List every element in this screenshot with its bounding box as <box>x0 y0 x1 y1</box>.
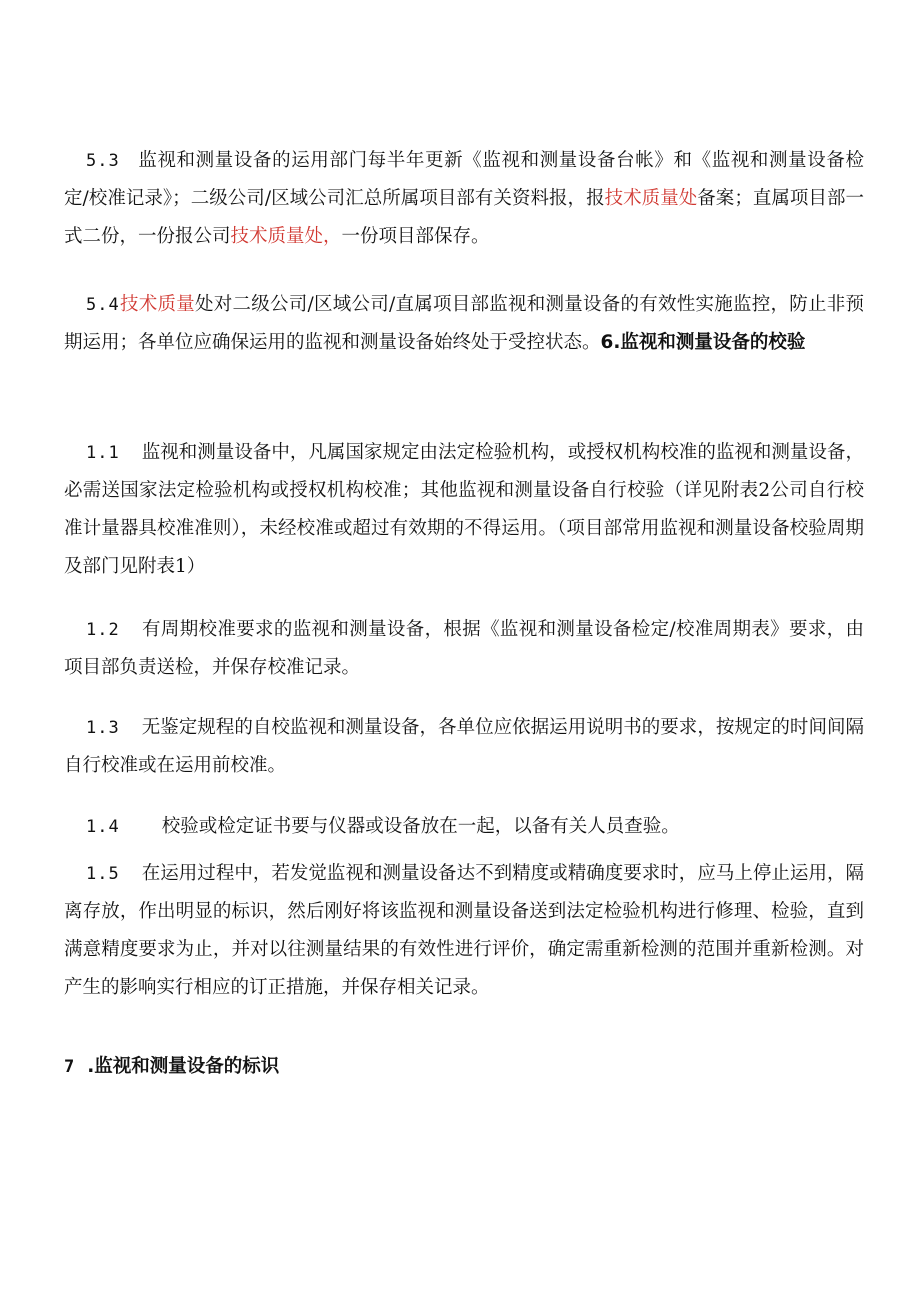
paragraph-5-4 <box>64 286 864 362</box>
clause-number: 1.2 <box>86 620 120 640</box>
paragraph-text: 有周期校准要求的监视和测量设备，根据《监视和测量设备检定/校准周期表》要求，由项目部负责送检，并保存校准记录。 <box>64 619 864 678</box>
paragraph-5-3 <box>64 142 864 256</box>
clause-number: 1.3 <box>86 718 120 738</box>
paragraph-text: 监视和测量设备中，凡属国家规定由法定检验机构，或授权机构校准的监视和测量设备，必需送国家法定检验机构或授权机构校准；其他监视和测量设备自行校验（详见附表2公司自行校准计量器具校准准则），未经校准或超过有效期的不得运用。（项目部常用监视和测量设备校验周期及部门见附表1） <box>64 442 864 577</box>
paragraph-text: 在运用过程中，若发觉监视和测量设备达不到精度或精确度要求时，应马上停止运用，隔离存放，作出明显的标识，然后刚好将该监视和测量设备送到法定检验机构进行修理、检验，直到满意精度要求为止，并对以往测量结果的有效性进行评价，确定需重新检测的范围并重新检测。对产生的影响实行相应的订正措施，并保存相关记录。 <box>64 863 864 998</box>
paragraph-1-5 <box>64 855 864 1007</box>
paragraph-text: 校验或检定证书要与仪器或设备放在一起，以备有关人员查验。 <box>161 816 680 837</box>
paragraph-text: 处对二级公司/区域公司/直属项目部监视和测量设备的有效性实施监控，防止非预期运用；各单位应确保运用的监视和测量设备始终处于受控状态。 <box>64 294 864 353</box>
paragraph-text: 一份项目部保存。 <box>341 226 490 247</box>
paragraph-1-4 <box>64 808 864 846</box>
clause-number: 1.5 <box>86 864 120 884</box>
paragraph-text: 备案；直属项目部一式二份，一份报公司 <box>64 188 864 247</box>
paragraph-1-3 <box>64 709 864 785</box>
section-heading-6: 6.监视和测量设备的校验 <box>600 332 806 353</box>
clause-number: 1.1 <box>86 443 120 463</box>
section-number: 7 <box>64 1057 76 1077</box>
paragraph-text: 无鉴定规程的自校监视和测量设备，各单位应依据运用说明书的要求，按规定的时间间隔自行校准或在运用前校准。 <box>64 717 864 776</box>
paragraph-1-1 <box>64 434 864 586</box>
clause-number: 1.4 <box>86 817 120 837</box>
highlight-text: 技术质量处 <box>604 188 698 209</box>
highlight-text: 技术质量 <box>119 294 195 315</box>
paragraph-1-2 <box>64 611 864 687</box>
highlight-text: 技术质量处， <box>230 226 342 247</box>
clause-number: 5.3 <box>86 151 120 171</box>
section-heading-7 <box>64 1048 864 1086</box>
paragraph-text: 监视和测量设备的运用部门每半年更新《监视和测量设备台帐》和《监视和测量设备检定/校准记录》；二级公司/区域公司汇总所属项目部有关资料报，报 <box>64 150 864 209</box>
clause-number: 5.4 <box>86 295 120 315</box>
section-title: .监视和测量设备的标识 <box>87 1056 280 1077</box>
